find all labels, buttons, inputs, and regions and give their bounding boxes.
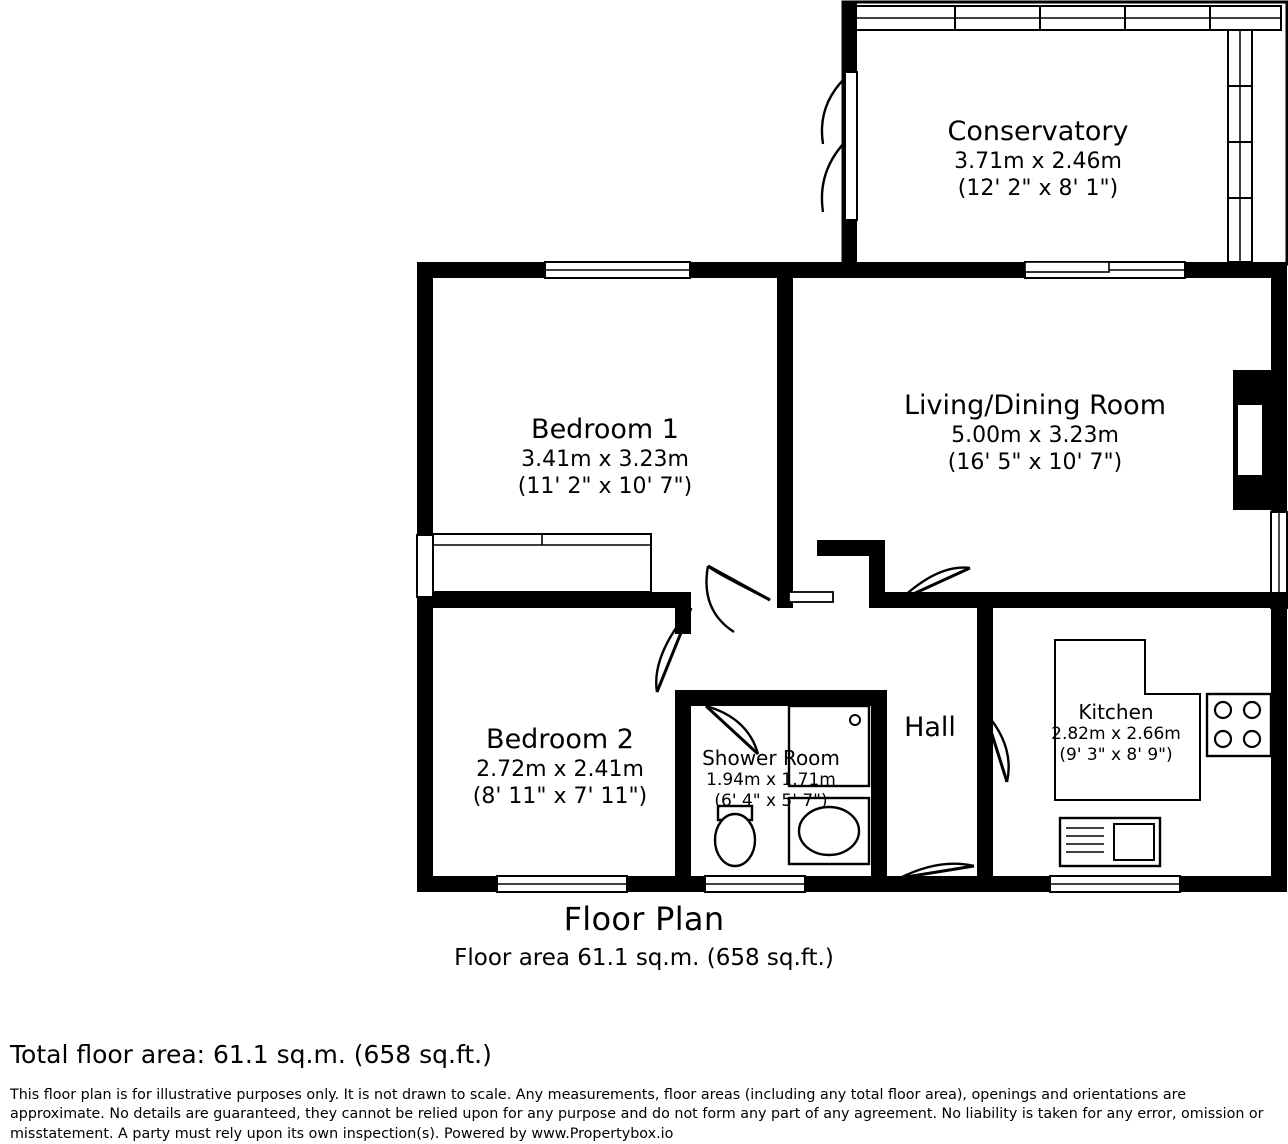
page-title: Floor Plan: [563, 900, 725, 938]
floor-area-text: Floor area 61.1 sq.m. (658 sq.ft.): [454, 945, 834, 971]
room-dim-imperial-living-dining-room: (16' 5" x 10' 7"): [947, 449, 1123, 475]
plan-title-block: [0, 900, 1288, 971]
room-label-hall: [845, 712, 1015, 745]
room-dim-imperial-bedroom-2: (8' 11" x 7' 11"): [472, 783, 648, 809]
disclaimer-text: This floor plan is for illustrative purposes only. It is not drawn to scale. Any measurements, floor areas (including any total floor area), openings and orientations are approximate. No details are guaranteed, they cannot be relied upon for any purpose and do not form any part of any agreement. No liability is taken for any error, omission or misstatement. A party must rely upon its own inspection(s). Powered by www.Propertybox.io: [10, 1087, 1264, 1142]
room-dim-imperial-bedroom-1: (11' 2" x 10' 7"): [517, 473, 693, 499]
room-label-shower-room: [660, 746, 882, 812]
room-dim-imperial-kitchen: (9' 3" x 8' 9"): [1059, 745, 1173, 766]
room-dim-metric-bedroom-2: 2.72m x 2.41m: [476, 756, 644, 782]
total-floor-area: Total floor area: 61.1 sq.m. (658 sq.ft.): [10, 1040, 492, 1069]
room-dim-metric-bedroom-1: 3.41m x 3.23m: [521, 446, 689, 472]
room-label-conservatory: [843, 116, 1233, 203]
room-name-kitchen: Kitchen: [1078, 700, 1154, 724]
room-dim-metric-kitchen: 2.82m x 2.66m: [1051, 724, 1181, 745]
room-name-living-dining-room: Living/Dining Room: [904, 390, 1166, 421]
room-dim-metric-living-dining-room: 5.00m x 3.23m: [951, 422, 1119, 448]
room-name-hall: Hall: [904, 712, 956, 743]
room-dim-metric-shower-room: 1.94m x 1.71m: [706, 770, 836, 791]
room-label-living-dining-room: [830, 390, 1240, 477]
room-label-bedroom-1: [433, 414, 777, 501]
room-label-kitchen: [1005, 700, 1227, 766]
room-dim-metric-conservatory: 3.71m x 2.46m: [954, 148, 1122, 174]
room-name-shower-room: Shower Room: [702, 746, 840, 770]
room-dim-imperial-shower-room: (6' 4" x 5' 7"): [714, 791, 828, 812]
room-dim-imperial-conservatory: (12' 2" x 8' 1"): [957, 175, 1119, 201]
room-name-conservatory: Conservatory: [947, 116, 1129, 147]
room-name-bedroom-2: Bedroom 2: [486, 724, 634, 755]
room-name-bedroom-1: Bedroom 1: [531, 414, 679, 445]
